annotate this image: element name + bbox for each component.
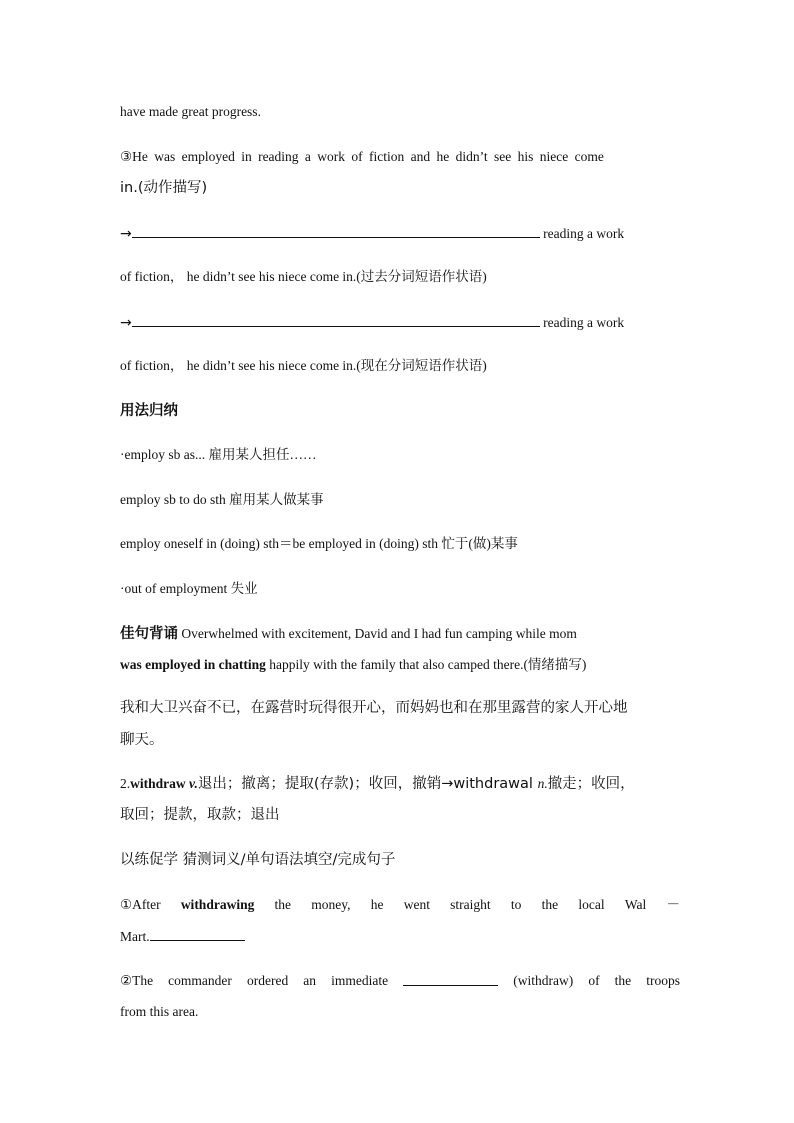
line-text: reading a work [543, 315, 625, 330]
word: Mart. [120, 929, 150, 944]
line-text: have made great progress. [120, 104, 261, 119]
text-line [120, 102, 680, 122]
translation-line [120, 730, 680, 750]
entry-number: 2. [120, 776, 131, 791]
word: straight [450, 897, 491, 912]
answer-blank[interactable] [132, 223, 540, 238]
rewrite-line [120, 312, 680, 333]
line-text: happily with the family that also camped there.(情绪描写) [265, 657, 587, 672]
line-text: reading a work [543, 226, 625, 241]
exercise-line [120, 895, 680, 915]
word: went [403, 897, 430, 912]
line-text: ·out of employment 失业 [120, 581, 258, 596]
line-text: from this area. [120, 1004, 199, 1019]
vocab-entry-cont [120, 805, 680, 825]
word: he [370, 897, 384, 912]
line-text: employ sb to do sth 雇用某人做某事 [120, 492, 324, 507]
word: the [614, 973, 632, 988]
line-text: of fiction， he didn’t see his niece come in.(过去分词短语作状语) [120, 269, 487, 284]
heading-text: 佳句背诵 [120, 626, 178, 642]
word: the [274, 897, 292, 912]
text-line [120, 267, 680, 287]
answer-blank[interactable] [150, 926, 245, 941]
word: troops [646, 973, 680, 988]
line-text: 聊天。 [120, 732, 164, 748]
text-line [120, 356, 680, 376]
part-of-speech: n. [537, 776, 548, 791]
answer-blank[interactable] [403, 971, 498, 986]
heading-text: 用法归纳 [120, 403, 178, 419]
word: commander [168, 973, 232, 988]
word: an [303, 973, 317, 988]
exercise-line [120, 1002, 680, 1022]
answer-blank[interactable] [132, 312, 540, 327]
word: of [588, 973, 600, 988]
word: to [510, 897, 522, 912]
arrow-icon: → [120, 226, 132, 242]
word: － [666, 897, 680, 912]
line-text: ③He was employed in reading a work of fiction and he didn’t see his niece come [120, 149, 604, 164]
part-of-speech: v. [189, 776, 198, 791]
word: (withdraw) [513, 973, 574, 988]
bold-phrase: was employed in chatting [120, 657, 266, 672]
usage-item [120, 490, 680, 510]
usage-item [120, 534, 680, 554]
arrow-icon: → [120, 315, 132, 331]
line-text: ·employ sb as... 雇用某人担任…… [120, 447, 317, 462]
line-text: 我和大卫兴奋不已，在露营时玩得很开心，而妈妈也和在那里露营的家人开心地 [120, 700, 628, 716]
translation-line [120, 698, 680, 718]
exercise-line [120, 926, 680, 947]
line-text: employ oneself in (doing) sth＝be employed in (doing) sth 忙于(做)某事 [120, 536, 518, 551]
text-line [120, 178, 680, 198]
definition: 退出；撤离；提取(存款)；收回，撤销→withdrawal [197, 776, 538, 792]
target-word: withdrawing [180, 897, 255, 912]
word: money, [311, 897, 351, 912]
model-sentence [120, 655, 680, 675]
word: local [578, 897, 605, 912]
usage-item [120, 579, 680, 599]
definition: 取回；提款，取款；退出 [120, 807, 280, 823]
model-sentence [120, 624, 680, 644]
line-text: of fiction， he didn’t see his niece come in.(现在分词短语作状语) [120, 358, 487, 373]
word: ordered [246, 973, 289, 988]
rewrite-line [120, 223, 680, 244]
line-text: in.(动作描写) [120, 180, 208, 196]
word: ①After [120, 897, 161, 912]
definition: 撤走；收回， [547, 776, 635, 792]
section-heading [120, 401, 680, 421]
headword: withdraw [130, 776, 186, 791]
text-line [120, 147, 680, 167]
word: the [541, 897, 559, 912]
line-text: Overwhelmed with excitement, David and I had fun camping while mom [178, 626, 577, 641]
word: Wal [624, 897, 647, 912]
usage-item [120, 445, 680, 465]
vocab-entry [120, 774, 680, 794]
exercise-line [120, 971, 680, 991]
word: immediate [331, 973, 389, 988]
heading-text: 以练促学 猜测词义/单句语法填空/完成句子 [120, 852, 396, 868]
section-heading [120, 850, 680, 870]
word: ②The [120, 973, 154, 988]
